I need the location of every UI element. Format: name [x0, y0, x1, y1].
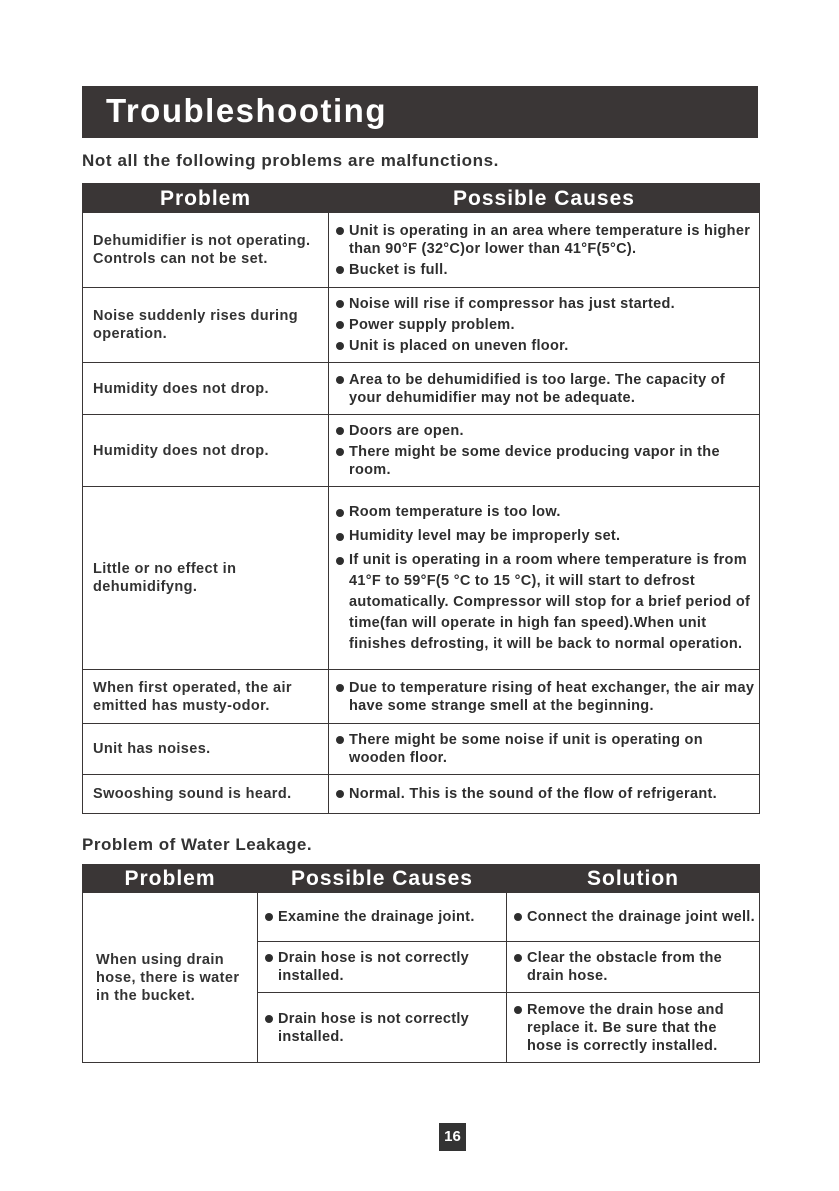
title-bar — [82, 86, 758, 138]
table-row — [83, 724, 760, 775]
solution-cell — [507, 993, 760, 1063]
problem-cell: Swooshing sound is heard. — [83, 775, 329, 814]
list-item: Drain hose is not correctly installed. — [264, 1010, 502, 1046]
list-item: Unit is operating in an area where temperature is higher than 90°F (32°C)or lower than 41°F(5°C). — [335, 222, 755, 258]
page-title: Troubleshooting — [106, 92, 387, 129]
causes-cell — [258, 893, 507, 942]
list-item: Noise will rise if compressor has just started. — [335, 295, 755, 313]
causes-cell — [329, 724, 760, 775]
solution-cell — [507, 893, 760, 942]
list-item: Bucket is full. — [335, 261, 755, 279]
header-solution: Solution — [507, 865, 760, 893]
table-row — [83, 363, 760, 415]
problem-cell: Little or no effect in dehumidifyng. — [83, 487, 329, 670]
list-item: Doors are open. — [335, 422, 755, 440]
list-item: There might be some device producing vapor in the room. — [335, 443, 755, 479]
table-row — [83, 487, 760, 670]
problem-cell: Noise suddenly rises during operation. — [83, 288, 329, 363]
list-item: Remove the drain hose and replace it. Be sure that the hose is correctly installed. — [513, 1001, 755, 1055]
causes-cell — [329, 288, 760, 363]
list-item: Humidity level may be improperly set. — [335, 526, 755, 547]
causes-cell — [329, 775, 760, 814]
problem-cell: Unit has noises. — [83, 724, 329, 775]
list-item: Room temperature is too low. — [335, 502, 755, 523]
problem-cell: When first operated, the air emitted has musty-odor. — [83, 670, 329, 724]
table-row — [83, 288, 760, 363]
causes-cell — [258, 942, 507, 993]
causes-cell — [329, 363, 760, 415]
list-item: Power supply problem. — [335, 316, 755, 334]
table-row — [83, 670, 760, 724]
causes-cell — [329, 487, 760, 670]
list-item: Drain hose is not correctly installed. — [264, 949, 502, 985]
troubleshooting-table — [82, 183, 760, 814]
header-possible-causes: Possible Causes — [258, 865, 507, 893]
solution-cell — [507, 942, 760, 993]
problem-cell: Dehumidifier is not operating. Controls can not be set. — [83, 213, 329, 288]
water-leakage-heading: Problem of Water Leakage. — [82, 835, 313, 854]
header-problem: Problem — [83, 184, 329, 213]
header-possible-causes: Possible Causes — [329, 184, 760, 213]
list-item: Examine the drainage joint. — [264, 908, 502, 926]
table-row — [83, 415, 760, 487]
list-item: Due to temperature rising of heat exchanger, the air may have some strange smell at the beginning. — [335, 679, 755, 715]
problem-cell: Humidity does not drop. — [83, 415, 329, 487]
list-item: Connect the drainage joint well. — [513, 908, 755, 926]
header-problem: Problem — [83, 865, 258, 893]
list-item: There might be some noise if unit is operating on wooden floor. — [335, 731, 755, 767]
intro-text: Not all the following problems are malfunctions. — [82, 151, 500, 170]
table-row — [83, 213, 760, 288]
problem-cell: When using drain hose, there is water in the bucket. — [83, 893, 258, 1063]
list-item: If unit is operating in a room where temperature is from 41°F to 59°F(5 °C to 15 °C), it will start to defrost automatically. Compressor will stop for a brief period of time(fan will operate in high fan speed).When unit finishes defrosting, it will be back to normal operation. — [335, 550, 755, 655]
list-item: Normal. This is the sound of the flow of refrigerant. — [335, 785, 755, 803]
list-item: Area to be dehumidified is too large. The capacity of your dehumidifier may not be adequate. — [335, 371, 755, 407]
causes-cell — [329, 213, 760, 288]
page-number: 16 — [439, 1123, 466, 1151]
list-item: Unit is placed on uneven floor. — [335, 337, 755, 355]
causes-cell — [329, 415, 760, 487]
causes-cell — [258, 993, 507, 1063]
list-item: Clear the obstacle from the drain hose. — [513, 949, 755, 985]
table-row — [83, 775, 760, 814]
water-leakage-table — [82, 864, 760, 1063]
causes-cell — [329, 670, 760, 724]
problem-cell: Humidity does not drop. — [83, 363, 329, 415]
table-row — [83, 893, 760, 942]
